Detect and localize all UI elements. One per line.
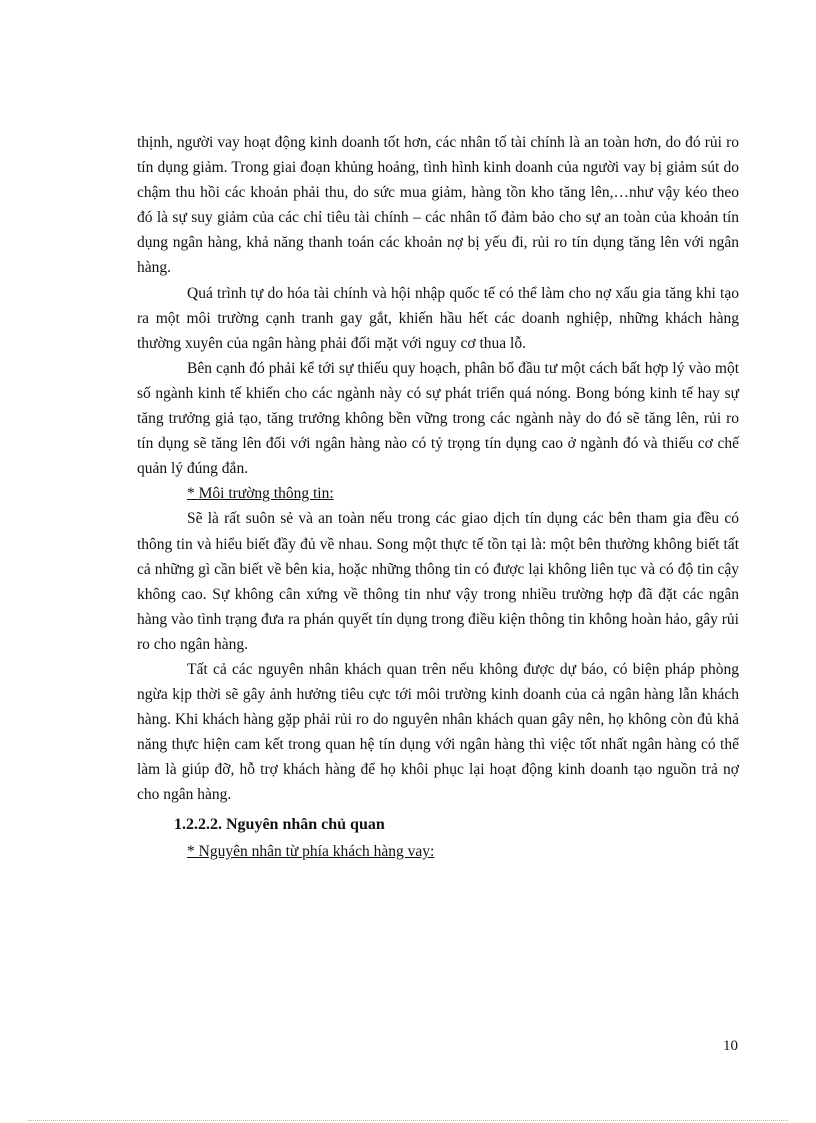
body-text [137, 130, 739, 864]
subheading-borrower-causes [137, 839, 739, 864]
paragraph-continuation: thịnh, người vay hoạt động kinh doanh tốt hơn, các nhân tố tài chính là an toàn hơn, do đó rủi ro tín dụng giảm. Trong giai đoạn khủng hoảng, tình hình kinh doanh của người vay bị giảm sút do chậm thu hồi các khoản phải thu, do sức mua giảm, hàng tồn kho tăng lên,…như vậy kéo theo đó là sự suy giảm của các chỉ tiêu tài chính – các nhân tố đảm bảo cho sự an toàn của khoản tín dụng ngân hàng, khả năng thanh toán các khoản nợ bị yếu đi, rủi ro tín dụng tăng lên với ngân hàng. [137, 134, 739, 277]
paragraph-information: Sẽ là rất suôn sẻ và an toàn nếu trong các giao dịch tín dụng các bên tham gia đều có thông tin và hiểu biết đầy đủ về nhau. Song một thực tế tồn tại là: một bên thường không biết tất cả những gì cần biết về bên kia, hoặc những thông tin có được lại không liên tục và có độ tin cậy không cao. Sự không cân xứng về thông tin như vậy trong nhiều trường hợp đã đặt các ngân hàng vào tình trạng đưa ra phán quyết tín dụng trong điều kiện thông tin không hoàn hảo, gây rủi ro cho ngân hàng. [137, 510, 739, 653]
subheading-information-environment [137, 481, 739, 506]
subheading-borrower-causes-text: * Nguyên nhân từ phía khách hàng vay: [187, 842, 435, 860]
page-number: 10 [723, 1038, 738, 1054]
paragraph-liberalization: Quá trình tự do hóa tài chính và hội nhập quốc tế có thể làm cho nợ xấu gia tăng khi tạo ra một môi trường cạnh tranh gay gắt, khiến hầu hết các doanh nghiệp, những khách hàng thường xuyên của ngân hàng phải đối mặt với nguy cơ thua lỗ. [137, 284, 739, 352]
paragraph-planning: Bên cạnh đó phải kể tới sự thiếu quy hoạch, phân bổ đầu tư một cách bất hợp lý vào một số ngành kinh tế khiến cho các ngành này có sự phát triển quá nóng. Bong bóng kinh tế hay sự tăng trưởng giả tạo, tăng trưởng không bền vững trong các ngành này do đó sẽ tăng lên, rủi ro tín dụng sẽ tăng lên đối với ngân hàng nào có tỷ trọng tín dụng cao ở ngành đó và thiếu cơ chế quản lý đúng đắn. [137, 359, 739, 478]
page-bottom-divider [28, 1120, 788, 1121]
paragraph-objective-causes: Tất cả các nguyên nhân khách quan trên nếu không được dự báo, có biện pháp phòng ngừa kịp thời sẽ gây ảnh hưởng tiêu cực tới môi trường kinh doanh của cả ngân hàng lẫn khách hàng. Khi khách hàng gặp phải rủi ro do nguyên nhân khách quan gây nên, họ không còn đủ khả năng thực hiện cam kết trong quan hệ tín dụng với ngân hàng thì việc tốt nhất ngân hàng có thể làm là giúp đỡ, hỗ trợ khách hàng để họ khôi phục lại hoạt động kinh doanh tạo nguồn trả nợ cho ngân hàng. [137, 660, 739, 804]
section-heading: 1.2.2.2. Nguyên nhân chủ quan [174, 815, 385, 833]
subheading-information-environment-text: * Môi trường thông tin: [187, 485, 334, 503]
